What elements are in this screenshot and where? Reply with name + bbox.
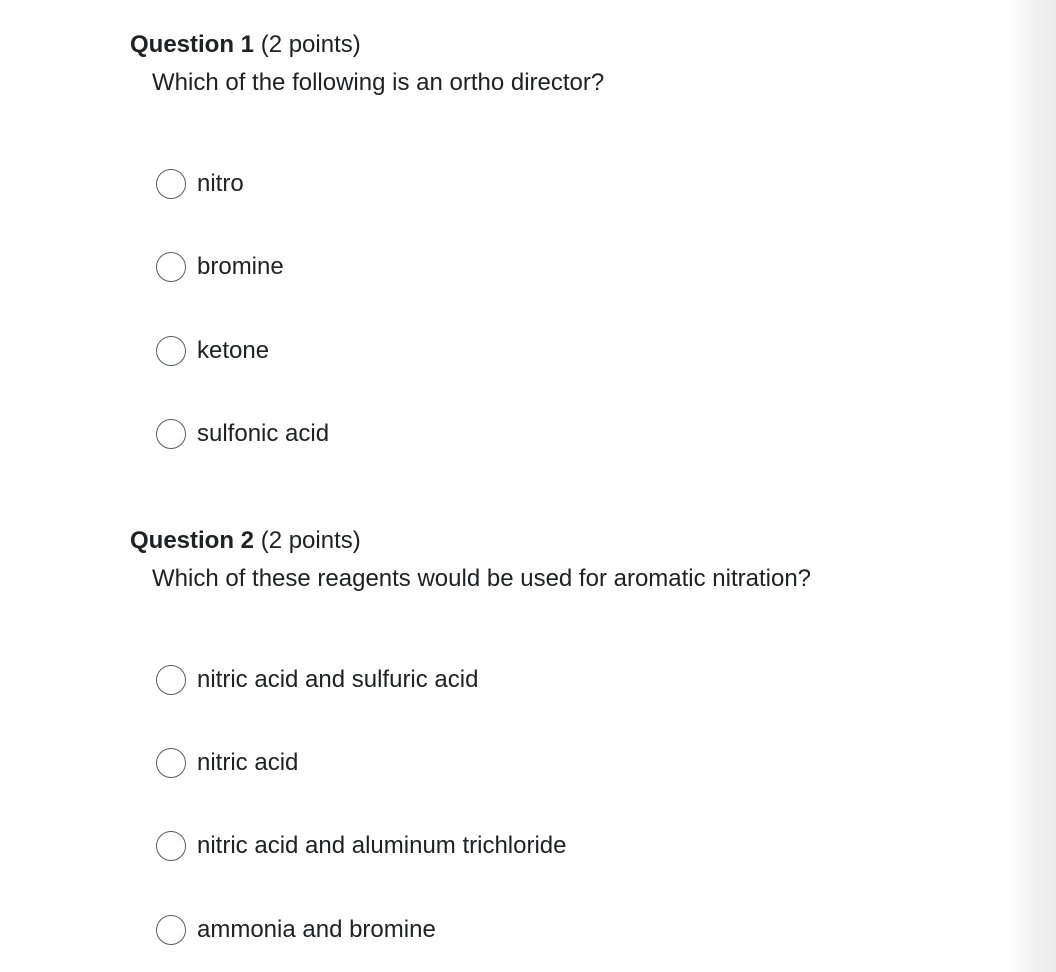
question-title: Question 2 (130, 527, 255, 554)
radio-button[interactable] (156, 252, 186, 282)
page-edge-shadow (1006, 0, 1056, 972)
question-2 (130, 526, 950, 943)
radio-button[interactable] (156, 169, 186, 199)
answer-option-label: nitric acid (197, 749, 299, 776)
answer-option[interactable] (156, 167, 244, 201)
answer-option[interactable] (156, 417, 329, 451)
radio-button[interactable] (156, 831, 186, 861)
answer-option[interactable] (156, 913, 436, 947)
answer-option-label: ammonia and bromine (197, 916, 436, 943)
answer-option-label: nitro (197, 170, 244, 197)
question-points: (2 points) (260, 527, 361, 554)
answer-option-label: nitric acid and sulfuric acid (197, 666, 479, 693)
answer-option-label: nitric acid and aluminum trichloride (197, 832, 567, 859)
question-header (130, 526, 950, 556)
question-prompt: Which of the following is an ortho director? (152, 69, 605, 96)
question-header (130, 30, 950, 60)
radio-button[interactable] (156, 915, 186, 945)
answer-option[interactable] (156, 663, 478, 697)
radio-button[interactable] (156, 336, 186, 366)
answer-option-label: sulfonic acid (197, 420, 330, 447)
answer-option[interactable] (156, 334, 269, 368)
answer-option-label: ketone (197, 337, 270, 364)
question-title: Question 1 (130, 31, 255, 58)
answer-option[interactable] (156, 250, 284, 284)
question-1 (130, 30, 950, 447)
radio-button[interactable] (156, 665, 186, 695)
radio-button[interactable] (156, 419, 186, 449)
answer-option[interactable] (156, 746, 298, 780)
question-prompt: Which of these reagents would be used for aromatic nitration? (152, 565, 812, 592)
answer-option[interactable] (156, 829, 567, 863)
answer-option-label: bromine (197, 253, 284, 280)
question-points: (2 points) (260, 31, 361, 58)
radio-button[interactable] (156, 748, 186, 778)
